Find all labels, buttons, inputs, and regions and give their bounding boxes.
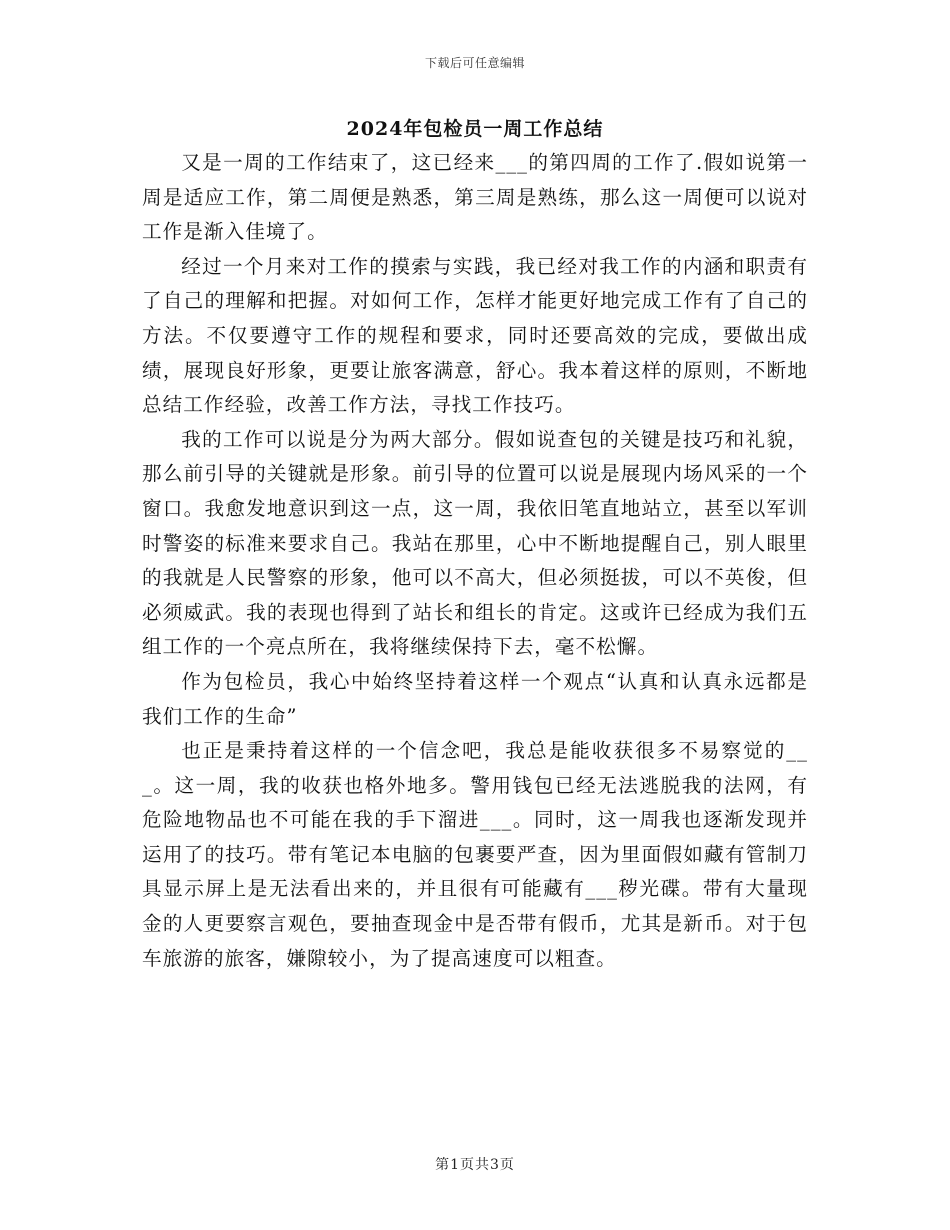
page-number-footer: 第1页共3页 [435,1157,515,1173]
paragraph-3: 我的工作可以说是分为两大部分。假如说查包的关键是技巧和礼貌，那么前引导的关键就是形象。前引导的位置可以说是展现内场风采的一个窗口。我愈发地意识到这一点，这一周，我依旧笔直地站立，甚至以军训时警姿的标准来要求自己。我站在那里，心中不断地提醒自己，别人眼里的我就是人民警察的形象，他可以不高大，但必须挺拔，可以不英俊，但必须威武。我的表现也得到了站长和组长的肯定。这或许已经成为我们五组工作的一个亮点所在，我将继续保持下去，毫不松懈。 [142,427,808,659]
document-title: 2024年包检员一周工作总结 [346,118,604,140]
paragraph-1: 又是一周的工作结束了，这已经来___的第四周的工作了.假如说第一周是适应工作，第二周便是熟悉，第三周是熟练，那么这一周便可以说对工作是渐入佳境了。 [142,151,808,244]
paragraph-2: 经过一个月来对工作的摸索与实践，我已经对我工作的内涵和职责有了自己的理解和把握。对如何工作，怎样才能更好地完成工作有了自己的方法。不仅要遵守工作的规程和要求，同时还要高效的完成，要做出成绩，展现良好形象，更要让旅客满意，舒心。我本着这样的原则，不断地总结工作经验，改善工作方法，寻找工作技巧。 [142,254,808,417]
paragraph-5: 也正是秉持着这样的一个信念吧，我总是能收获很多不易察觉的___。这一周，我的收获也格外地多。警用钱包已经无法逃脱我的法网，有危险地物品也不可能在我的手下溜进___。同时，这一周我也逐渐发现并运用了的技巧。带有笔记本电脑的包裹要严查，因为里面假如藏有管制刀具显示屏上是无法看出来的，并且很有可能藏有___秽光碟。带有大量现金的人更要察言观色，要抽查现金中是否带有假币，尤其是新币。对于包车旅游的旅客，嫌隙较小，为了提高速度可以粗查。 [142,739,808,970]
paragraph-4: 作为包检员，我心中始终坚持着这样一个观点“认真和认真永远都是我们工作的生命” [142,669,808,728]
header-note: 下载后可任意编辑 [424,56,525,70]
document-body [142,146,808,976]
